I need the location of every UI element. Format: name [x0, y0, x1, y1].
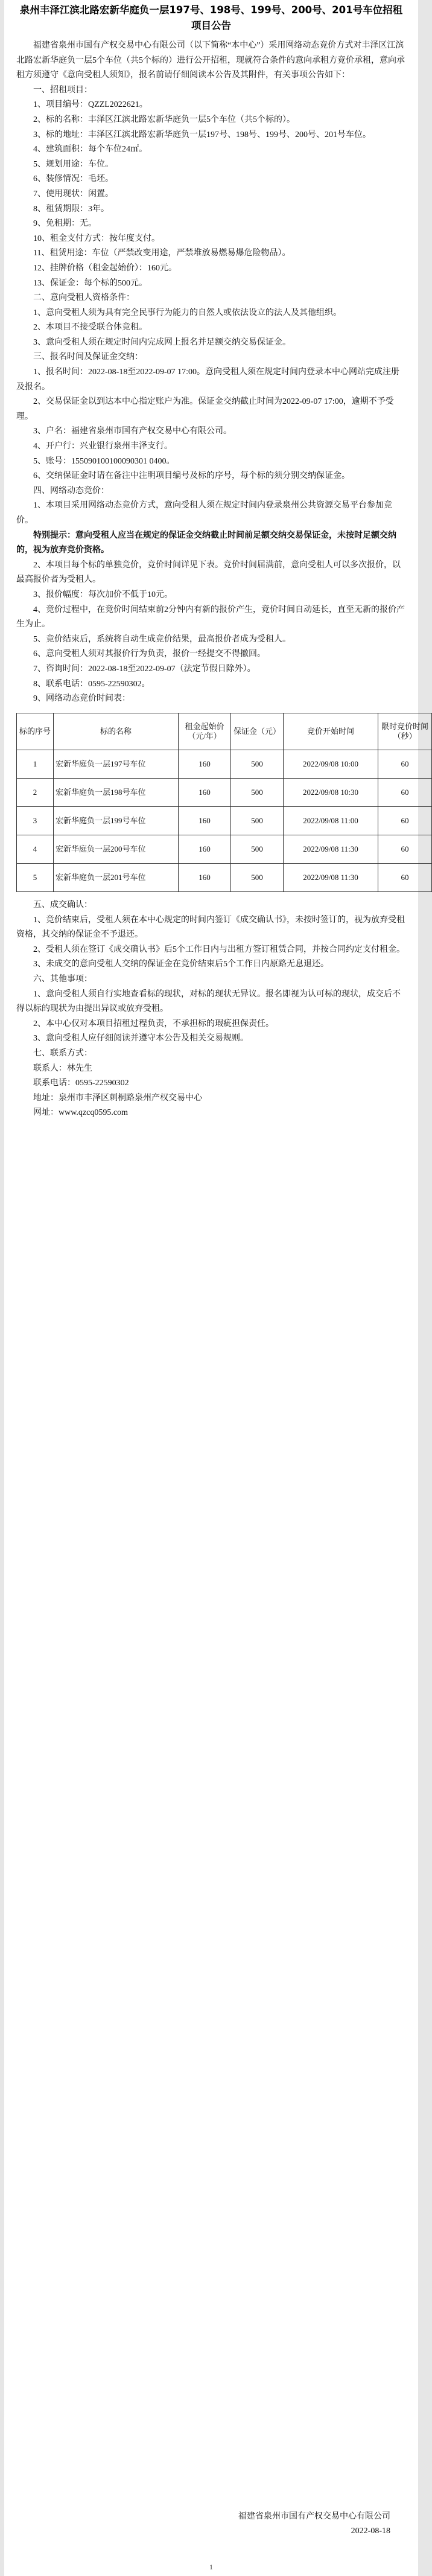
paragraph: 4、竞价过程中，在竞价时间结束前2分钟内有新的报价产生，竞价时间自动延长，直至无新的报价产生为止。: [16, 605, 405, 630]
paragraph: 六、其他事项：: [33, 974, 92, 984]
paragraph: 7、使用现状：闲置。: [33, 189, 113, 199]
paragraph: 5、账号：155090100100090301 0400。: [33, 456, 175, 466]
paragraph: 七、联系方式：: [33, 1048, 92, 1058]
paragraph: 6、装修情况：毛坯。: [33, 174, 113, 184]
table-header-cell: 竞价开始时间: [284, 713, 378, 750]
paragraph: 8、联系电话：0595-22590302。: [33, 679, 150, 689]
table-cell: 宏新华庭负一层197号车位: [54, 750, 179, 779]
table-cell: 1: [17, 750, 54, 779]
paragraph: 四、网络动态竞价：: [33, 486, 109, 496]
table-cell: 宏新华庭负一层199号车位: [54, 807, 179, 835]
paragraph: 11、租赁用途：车位（严禁改变用途，严禁堆放易燃易爆危险物品）。: [33, 249, 291, 258]
table-cell: 60: [378, 779, 432, 807]
paragraph: 特别提示：意向受租人应当在规定的保证金交纳截止时间前足额交纳交易保证金，未按时足额交纳的，视为放弃竞价资格。: [16, 531, 396, 555]
table-cell: 4: [17, 835, 54, 864]
announcement-body-continued: [16, 898, 406, 1121]
paragraph: 4、开户行：兴业银行泉州丰泽支行。: [33, 442, 173, 451]
table-row: [17, 864, 432, 892]
paragraph: 10、租金支付方式：按年度支付。: [33, 234, 160, 243]
table-cell: 宏新华庭负一层198号车位: [54, 779, 179, 807]
paragraph: 7、咨询时间：2022-08-18至2022-09-07（法定节假日除外）。: [33, 664, 256, 674]
paragraph: 2、本项目每个标的单独竞价，竞价时间详见下表。竞价时间届满前，意向受租人可以多次报价，以最高报价者为受租人。: [16, 560, 401, 585]
document-page: [4, 0, 428, 2576]
announcement-body: [16, 39, 406, 707]
paragraph: 1、竞价结束后，受租人须在本中心规定的时间内签订《成交确认书》，未按时签订的，视为放弃受租资格，其交纳的保证金不予退还。: [16, 915, 405, 940]
table-cell: 宏新华庭负一层201号车位: [54, 864, 179, 892]
paragraph: 6、交纳保证金时请在备注中注明项目编号及标的序号，每个标的须分别交纳保证金。: [33, 471, 350, 481]
table-cell: 500: [231, 750, 284, 779]
paragraph: 2、标的名称：丰泽区江滨北路宏新华庭负一层5个车位（共5个标的）。: [33, 115, 295, 124]
table-cell: 2022/09/08 11:30: [284, 864, 378, 892]
table-header-cell: 标的序号: [17, 713, 54, 750]
paragraph: 1、项目编号：QZZL2022621。: [33, 100, 148, 110]
table-cell: 160: [179, 835, 231, 864]
paragraph: 3、意向受租人须在规定时间内完成网上报名并足额交纳交易保证金。: [33, 337, 291, 347]
paragraph: 3、标的地址：丰泽区江滨北路宏新华庭负一层197号、198号、199号、200号、201号车位。: [33, 130, 371, 139]
bidding-schedule-table: [16, 713, 432, 892]
table-cell: 160: [179, 864, 231, 892]
issue-date: 2022-08-18: [351, 2527, 390, 2536]
paragraph: 5、竞价结束后，系统将自动生成竞价结果，最高报价者成为受租人。: [33, 634, 291, 644]
table-header-cell: 限时竞价时间（秒）: [378, 713, 432, 750]
paragraph: 二、意向受租人资格条件：: [33, 293, 135, 303]
paragraph: 3、未成交的意向受租人交纳的保证金在竞价结束后5个工作日内原路无息退还。: [33, 960, 329, 969]
paragraph: 5、规划用途：车位。: [33, 159, 113, 169]
table-header-cell: 保证金（元）: [231, 713, 284, 750]
table-cell: 60: [378, 835, 432, 864]
document-title: 泉州丰泽江滨北路宏新华庭负一层197号、198号、199号、200号、201号车位招租项目公告: [19, 4, 403, 31]
paragraph: 3、意向受租人应仔细阅读并遵守本公告及相关交易规则。: [33, 1034, 249, 1044]
table-cell: 60: [378, 750, 432, 779]
paragraph: 2、交易保证金以到达本中心指定账户为准。保证金交纳截止时间为2022-09-07 17:00，逾期不予受理。: [16, 397, 394, 421]
paragraph: 2、受租人须在签订《成交确认书》后5个工作日内与出租方签订租赁合同，并按合同约定支付租金。: [33, 945, 405, 954]
paragraph: 4、建筑面积：每个车位24㎡。: [33, 145, 147, 155]
table-header-row: [17, 713, 432, 750]
table-cell: 2022/09/08 10:00: [284, 750, 378, 779]
paragraph: 9、网络动态竞价时间表：: [33, 694, 130, 704]
paragraph: 三、报名时间及保证金交纳：: [33, 352, 143, 362]
paragraph: 2、本项目不接受联合体竞租。: [33, 323, 147, 333]
paragraph: 12、挂牌价格（租金起始价）：160元。: [33, 263, 177, 273]
table-cell: 2022/09/08 10:30: [284, 779, 378, 807]
paragraph: 1、意向受租人须自行实地查看标的现状，对标的现状无异议。报名即视为认可标的现状，成交后不得以标的现状为由提出异议或放弃受租。: [16, 989, 401, 1014]
table-cell: 500: [231, 779, 284, 807]
table-cell: 500: [231, 807, 284, 835]
table-cell: 2: [17, 779, 54, 807]
paragraph: 五、成交确认：: [33, 901, 92, 910]
table-cell: 2022/09/08 11:00: [284, 807, 378, 835]
paragraph: 联系电话：0595-22590302: [33, 1079, 129, 1088]
signature-block: [16, 2510, 390, 2539]
table-row: [17, 807, 432, 835]
table-cell: 5: [17, 864, 54, 892]
paragraph: 2、本中心仅对本项目招租过程负责，不承担标的瑕疵担保责任。: [33, 1019, 274, 1028]
page-number: 1: [209, 2563, 213, 2571]
paragraph: 6、意向受租人须对其报价行为负责，报价一经提交不得撤回。: [33, 649, 265, 659]
paragraph: 一、招租项目：: [33, 85, 92, 95]
table-cell: 60: [378, 807, 432, 835]
paragraph: 1、本项目采用网络动态竞价方式，意向受租人须在规定时间内登录泉州公共资源交易平台参加竞价。: [16, 501, 392, 525]
table-cell: 60: [378, 864, 432, 892]
paragraph: 地址：泉州市丰泽区刺桐路泉州产权交易中心: [33, 1093, 202, 1103]
table-cell: 3: [17, 807, 54, 835]
paragraph: 网址：www.qzcq0595.com: [33, 1108, 128, 1118]
paragraph: 1、意向受租人须为具有完全民事行为能力的自然人或依法设立的法人及其他组织。: [33, 308, 341, 317]
paragraph: 联系人：林先生: [33, 1063, 92, 1073]
paragraph: 13、保证金：每个标的500元。: [33, 278, 147, 288]
table-cell: 160: [179, 807, 231, 835]
table-cell: 500: [231, 835, 284, 864]
table-cell: 2022/09/08 11:30: [284, 835, 378, 864]
issuing-organization: 福建省泉州市国有产权交易中心有限公司: [238, 2512, 390, 2521]
paragraph: 8、租赁期限：3年。: [33, 204, 109, 214]
table-cell: 160: [179, 750, 231, 779]
table-row: [17, 835, 432, 864]
paragraph: 1、报名时间：2022-08-18至2022-09-07 17:00。意向受租人须在规定时间内登录本中心网站完成注册及报名。: [16, 368, 400, 392]
table-header-cell: 标的名称: [54, 713, 179, 750]
table-cell: 500: [231, 864, 284, 892]
paragraph: 福建省泉州市国有产权交易中心有限公司（以下简称“本中心”）采用网络动态竞价方式对丰泽区江滨北路宏新华庭负一层5个车位（共5个标的）进行公开招租，现就符合条件的意向承租方竞价承租，意向承租方须遵守《意向受租人须知》，报名前请仔细阅读本公告及其附件，有关事项公告如下：: [16, 41, 405, 80]
paragraph: 9、免租期：无。: [33, 219, 97, 229]
paragraph: 3、户名：福建省泉州市国有产权交易中心有限公司。: [33, 427, 232, 436]
paragraph: 3、报价幅度：每次加价不低于10元。: [33, 590, 173, 599]
table-cell: 160: [179, 779, 231, 807]
table-cell: 宏新华庭负一层200号车位: [54, 835, 179, 864]
table-row: [17, 750, 432, 779]
table-header-cell: 租金起始价（元/年）: [179, 713, 231, 750]
table-row: [17, 779, 432, 807]
